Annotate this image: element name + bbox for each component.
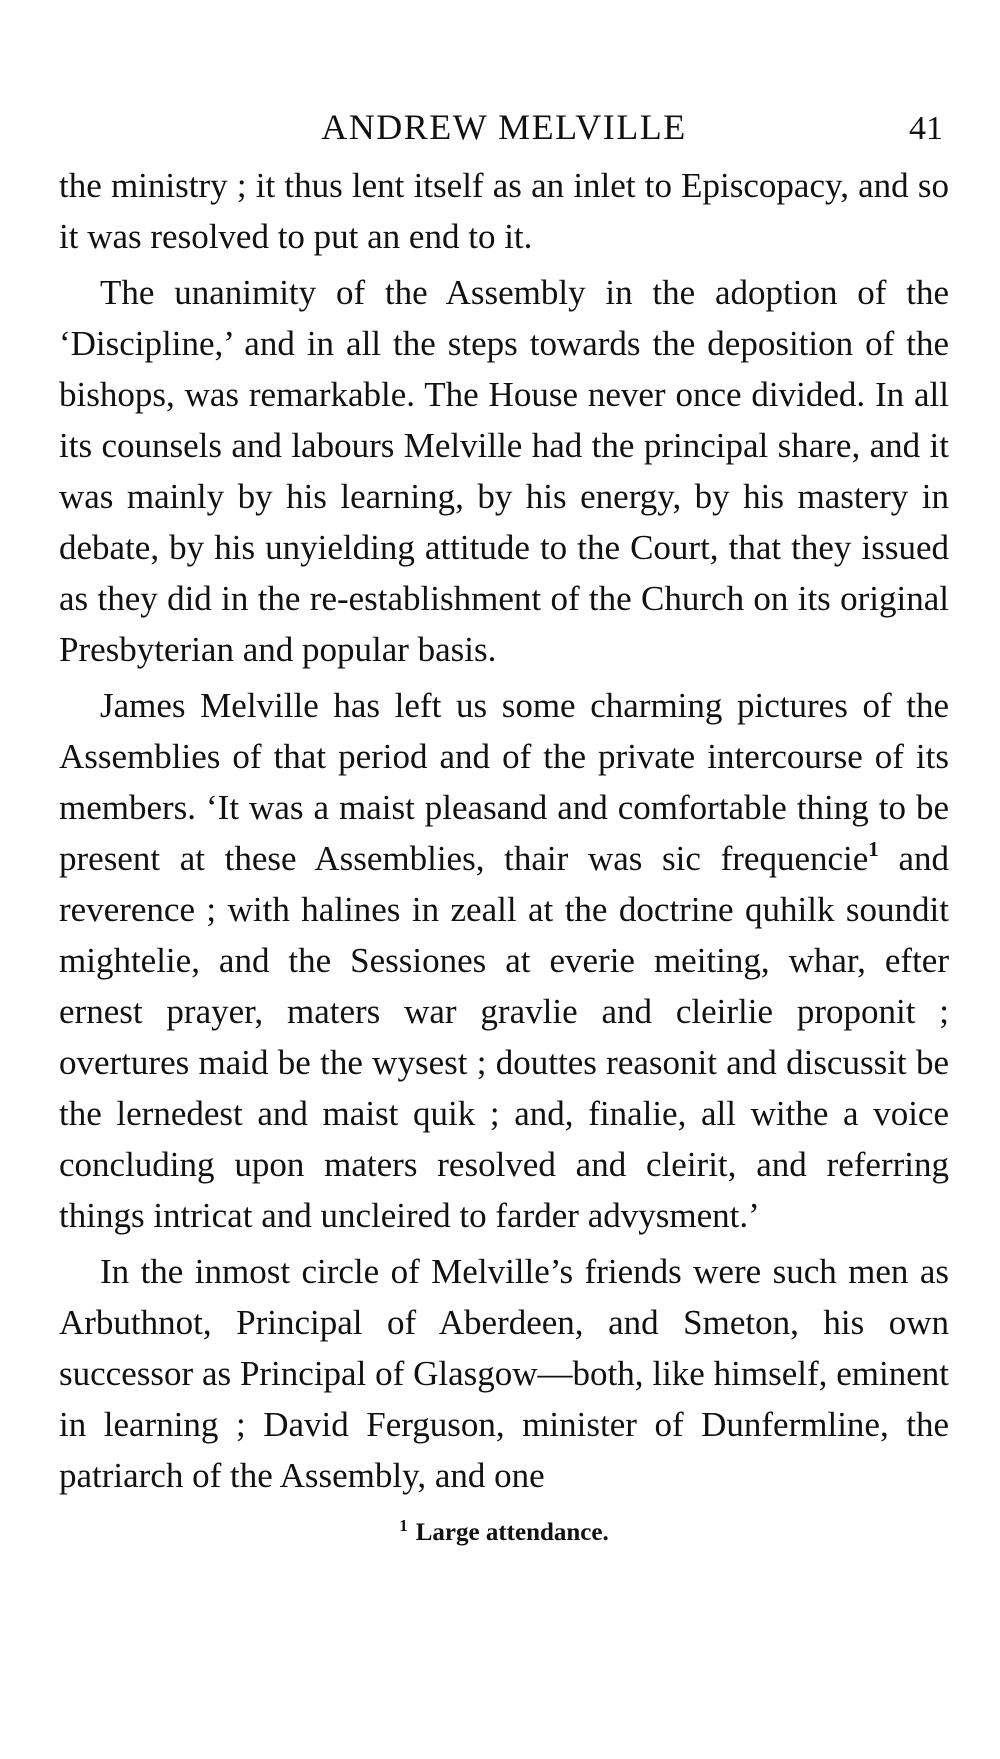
book-page bbox=[59, 100, 949, 1547]
paragraph-1: the ministry ; it thus lent itself as an inlet to Episcopacy, and so it was resolved to put an end to it. bbox=[59, 166, 949, 256]
body-text bbox=[59, 160, 949, 1501]
paragraph-3 bbox=[59, 680, 949, 1241]
footnote-reference: 1 bbox=[868, 837, 879, 861]
paragraph-2: The unanimity of the Assembly in the adoption of the ‘Discipline,’ and in all the steps towards the deposition of the bishops, was remarkable. The House never once divided. In all its counsels and labours Melville had the principal share, and it was mainly by his learning, by his energy, by his mastery in debate, by his unyielding attitude to the Court, that they issued as they did in the re-establishment of the Church on its original Presbyterian and popular basis. bbox=[59, 273, 949, 669]
running-title: ANDREW MELVILLE bbox=[321, 107, 687, 147]
footnote-text: Large attendance. bbox=[415, 1519, 609, 1546]
paragraph-4: In the inmost circle of Melville’s friends were such men as Arbuthnot, Principal of Aberdeen, and Smeton, his own successor as Principal of Glasgow—both, like himself, eminent in learning ; David Ferguson, minister of Dunfermline, the patriarch of the Assembly, and one bbox=[59, 1252, 949, 1495]
page-number: 41 bbox=[909, 110, 943, 147]
footnote bbox=[59, 1516, 949, 1547]
running-head bbox=[59, 100, 949, 160]
paragraph-3-text-after-note: and reverence ; with halines in zeall at the doctrine quhilk soundit mightelie, and the Sessiones at everie meiting, whar, efter ernest prayer, maters war gravlie and cleirlie proponit ; overtures maid be the wysest ; douttes reasonit and discussit be the lernedest and maist quik ; and, finalie, all withe a voice concluding upon maters resolved and cleirit, and referring things intricat and uncleired to farder advysment.’ bbox=[59, 839, 949, 1235]
footnote-mark: 1 bbox=[399, 1516, 408, 1535]
paragraph-3-text-before-note: James Melville has left us some charming pictures of the Assemblies of that period and of the private intercourse of its members. ‘It was a maist pleasand and comfortable thing to be present at these Assemblies, thair was sic frequencie bbox=[59, 686, 949, 878]
